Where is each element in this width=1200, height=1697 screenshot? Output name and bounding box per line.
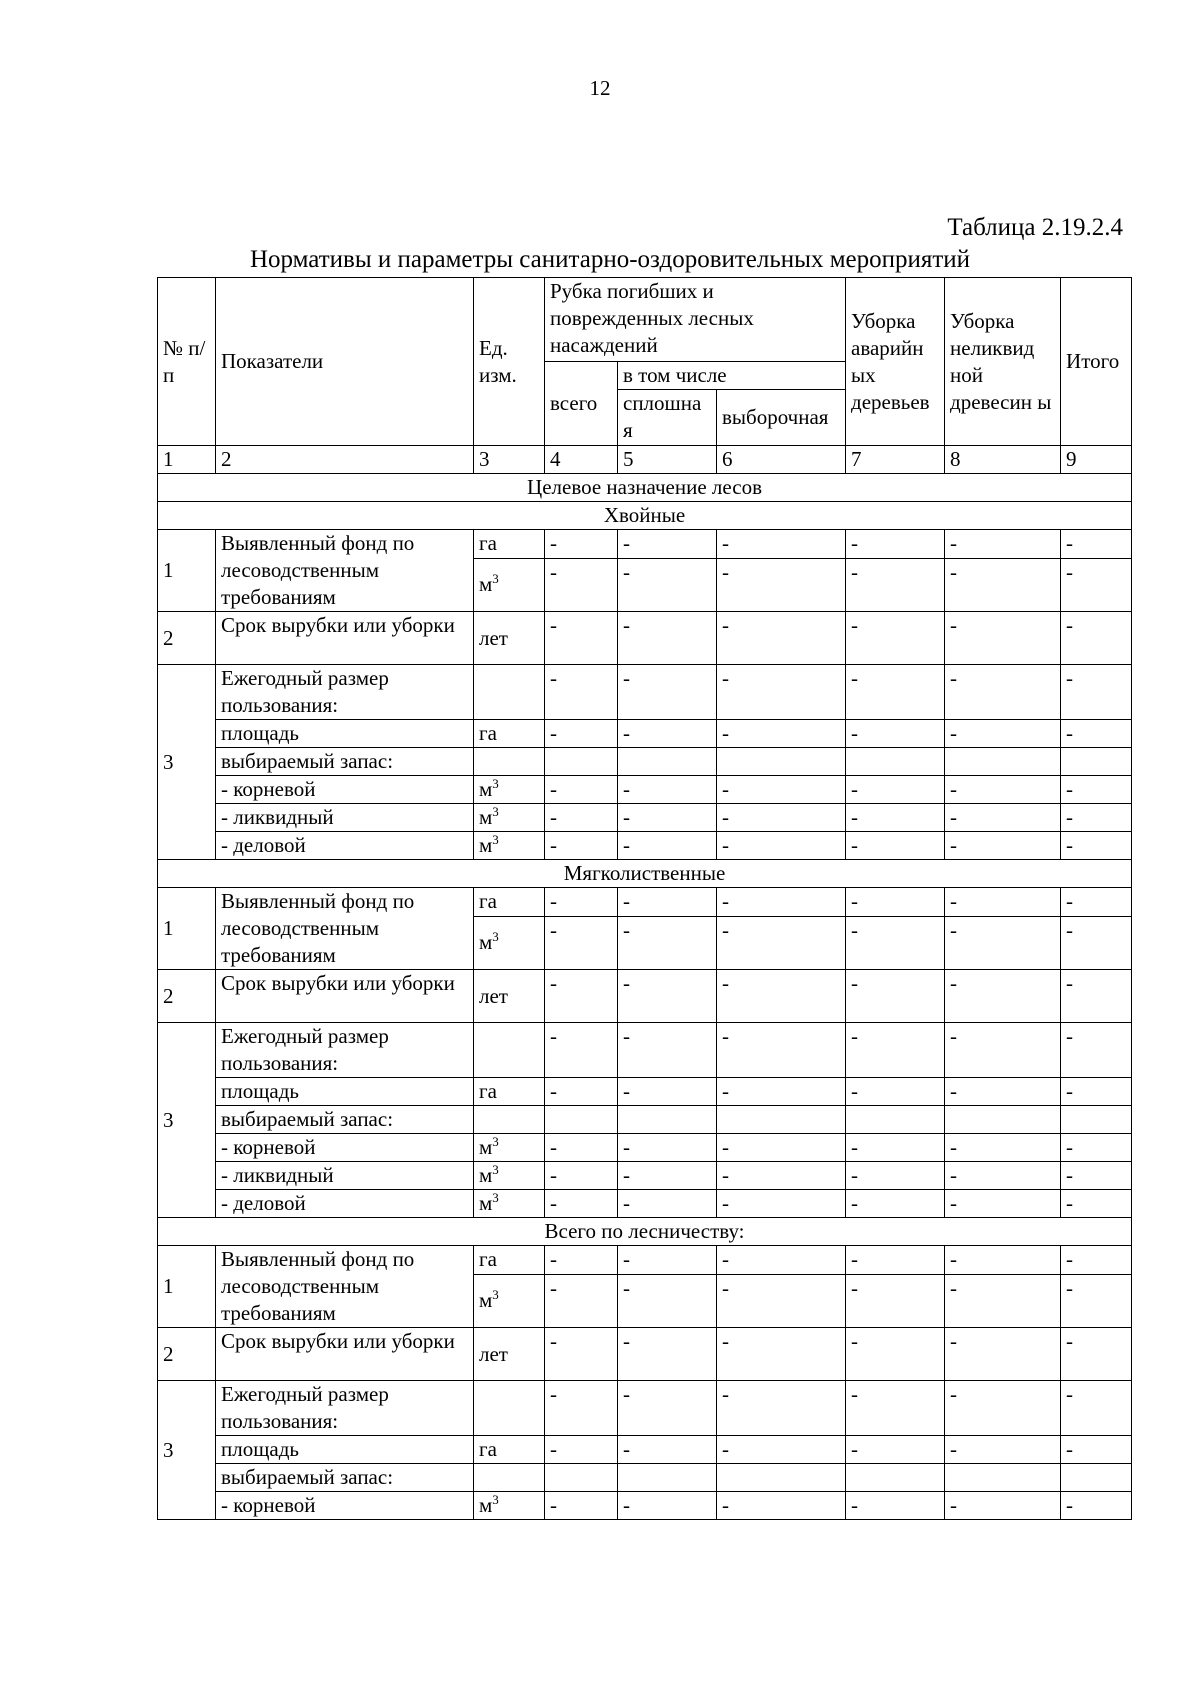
value-cell: - [618,888,717,917]
value-cell: - [717,776,846,804]
row-number: 3 [158,1023,216,1218]
unit-superscript: 3 [492,832,499,847]
value-cell: - [945,970,1061,1023]
row-number: 3 [158,1381,216,1520]
value-cell: - [545,1078,618,1106]
value-cell: - [618,1162,717,1190]
indicator-label: - корневой [216,776,474,804]
value-cell: - [545,665,618,720]
indicator-label: Выявленный фонд по лесоводственным требованиям [216,1246,474,1328]
table-row [158,1218,1132,1246]
unit-cubic-meter [474,916,545,969]
unit-base: м [479,1191,493,1215]
indicator-label: Ежегодный размер пользования: [216,1381,474,1436]
table-row [158,1190,1132,1218]
indicator-label: выбираемый запас: [216,1464,474,1492]
value-cell: - [945,1492,1061,1520]
unit-cell: га [474,720,545,748]
column-number: 5 [618,446,717,474]
empty-cell [846,1106,945,1134]
value-cell: - [1061,612,1132,665]
value-cell: - [545,1328,618,1381]
value-cell: - [945,916,1061,969]
header-felling: Рубка погибших и поврежденных лесных насаждений [545,278,846,362]
value-cell: - [545,916,618,969]
value-cell: - [1061,804,1132,832]
value-cell: - [846,1078,945,1106]
unit-superscript: 3 [492,929,499,945]
value-cell: - [717,1436,846,1464]
unit-superscript: 3 [492,1492,499,1507]
empty-cell [545,1106,618,1134]
table-label: Таблица 2.19.2.4 [947,214,1123,241]
value-cell: - [545,804,618,832]
value-cell: - [945,832,1061,860]
indicator-label: - корневой [216,1492,474,1520]
value-cell: - [717,530,846,559]
value-cell: - [846,1274,945,1327]
unit-cubic-meter [474,776,545,804]
header-emergency: Уборка аварийн ых деревьев [846,278,945,446]
unit-superscript: 3 [492,1162,499,1177]
value-cell: - [618,720,717,748]
value-cell: - [945,530,1061,559]
value-cell: - [945,1328,1061,1381]
unit-cubic-meter [474,832,545,860]
unit-cubic-meter [474,804,545,832]
value-cell: - [846,888,945,917]
value-cell: - [945,665,1061,720]
empty-cell [717,1464,846,1492]
section-title: Хвойные [158,502,1132,530]
column-number: 2 [216,446,474,474]
value-cell: - [846,1190,945,1218]
value-cell: - [717,665,846,720]
value-cell: - [545,832,618,860]
empty-cell [545,748,618,776]
value-cell: - [846,832,945,860]
empty-cell [618,1106,717,1134]
value-cell: - [717,1023,846,1078]
unit-cubic-meter [474,1162,545,1190]
value-cell: - [618,1328,717,1381]
value-cell: - [545,970,618,1023]
column-number: 9 [1061,446,1132,474]
row-number: 1 [158,888,216,970]
forest-measures-table [157,277,1132,1520]
header-unit: Ед. изм. [474,278,545,446]
value-cell: - [1061,1162,1132,1190]
indicator-label: Срок вырубки или уборки [216,970,474,1023]
row-number: 2 [158,1328,216,1381]
value-cell: - [846,612,945,665]
value-cell: - [945,1436,1061,1464]
value-cell: - [846,1134,945,1162]
unit-cell: лет [474,1328,545,1381]
value-cell: - [717,916,846,969]
unit-base: м [479,930,493,955]
table-row [158,502,1132,530]
header-total: всего [545,362,618,446]
value-cell: - [545,612,618,665]
value-cell: - [717,804,846,832]
value-cell: - [618,530,717,559]
unit-cell: га [474,1078,545,1106]
table-row [158,748,1132,776]
value-cell: - [1061,558,1132,611]
indicator-label: Выявленный фонд по лесоводственным требованиям [216,888,474,970]
value-cell: - [618,832,717,860]
unit-superscript: 3 [492,804,499,819]
value-cell: - [717,832,846,860]
unit-cell: га [474,888,545,917]
column-number: 3 [474,446,545,474]
header-num: № п/п [158,278,216,446]
value-cell: - [846,1436,945,1464]
value-cell: - [545,720,618,748]
indicator-label: площадь [216,1078,474,1106]
header-indicators: Показатели [216,278,474,446]
value-cell: - [545,558,618,611]
table-row [158,1246,1132,1275]
unit-cubic-meter [474,1274,545,1327]
value-cell: - [545,1023,618,1078]
row-number: 2 [158,970,216,1023]
value-cell: - [846,1023,945,1078]
value-cell: - [945,888,1061,917]
table-row [158,1492,1132,1520]
value-cell: - [717,1328,846,1381]
value-cell: - [846,1492,945,1520]
unit-base: м [479,1493,493,1517]
value-cell: - [545,776,618,804]
value-cell: - [618,970,717,1023]
header-sum: Итого [1061,278,1132,446]
empty-cell [474,748,545,776]
value-cell: - [618,558,717,611]
unit-base: м [479,572,493,597]
value-cell: - [618,1246,717,1275]
column-number: 7 [846,446,945,474]
table-row [158,970,1132,1023]
indicator-label: - корневой [216,1134,474,1162]
indicator-label: - деловой [216,1190,474,1218]
value-cell: - [1061,776,1132,804]
value-cell: - [1061,1190,1132,1218]
empty-cell [846,748,945,776]
value-cell: - [846,970,945,1023]
value-cell: - [618,1134,717,1162]
value-cell: - [717,1162,846,1190]
unit-cell: га [474,1246,545,1275]
table-row [158,1464,1132,1492]
indicator-label: выбираемый запас: [216,1106,474,1134]
value-cell: - [945,1381,1061,1436]
value-cell: - [717,612,846,665]
value-cell: - [1061,970,1132,1023]
row-number: 3 [158,665,216,860]
empty-cell [717,748,846,776]
value-cell: - [846,720,945,748]
value-cell: - [618,1436,717,1464]
value-cell: - [945,1162,1061,1190]
indicator-label: - ликвидный [216,804,474,832]
value-cell: - [945,1023,1061,1078]
empty-cell [618,748,717,776]
value-cell: - [945,1134,1061,1162]
value-cell: - [618,665,717,720]
value-cell: - [717,970,846,1023]
indicator-label: - ликвидный [216,1162,474,1190]
table-row [158,888,1132,917]
header-clear: сплошна я [618,390,717,446]
value-cell: - [717,1078,846,1106]
value-cell: - [945,1078,1061,1106]
column-number: 1 [158,446,216,474]
table-row [158,804,1132,832]
unit-cubic-meter [474,1190,545,1218]
value-cell: - [1061,888,1132,917]
empty-cell [945,1106,1061,1134]
value-cell: - [545,1436,618,1464]
empty-cell [1061,1464,1132,1492]
header-including: в том числе [618,362,846,390]
unit-superscript: 3 [492,571,499,587]
value-cell: - [1061,1246,1132,1275]
table-row [158,1436,1132,1464]
value-cell: - [545,1381,618,1436]
value-cell: - [846,665,945,720]
value-cell: - [945,804,1061,832]
table-row [158,1023,1132,1078]
unit-base: м [479,833,493,857]
unit-superscript: 3 [492,1287,499,1303]
value-cell: - [945,1246,1061,1275]
section-title: Всего по лесничеству: [158,1218,1132,1246]
value-cell: - [545,1134,618,1162]
table-row [158,1106,1132,1134]
unit-superscript: 3 [492,1190,499,1205]
empty-cell [474,1464,545,1492]
value-cell: - [1061,1274,1132,1327]
row-number: 1 [158,530,216,612]
unit-base: м [479,1288,493,1313]
unit-cell: га [474,530,545,559]
value-cell: - [618,612,717,665]
empty-cell [474,1023,545,1078]
value-cell: - [717,888,846,917]
value-cell: - [618,1274,717,1327]
value-cell: - [618,804,717,832]
value-cell: - [618,1190,717,1218]
value-cell: - [846,1328,945,1381]
value-cell: - [618,1078,717,1106]
value-cell: - [545,530,618,559]
page-number: 12 [589,76,611,100]
table-row [158,860,1132,888]
row-number: 2 [158,612,216,665]
purpose-title: Целевое назначение лесов [158,474,1132,502]
value-cell: - [717,1274,846,1327]
empty-cell [618,1464,717,1492]
value-cell: - [846,1381,945,1436]
value-cell: - [1061,1381,1132,1436]
value-cell: - [545,888,618,917]
value-cell: - [1061,1023,1132,1078]
column-number: 8 [945,446,1061,474]
indicator-label: - деловой [216,832,474,860]
indicator-label: Срок вырубки или уборки [216,1328,474,1381]
unit-cubic-meter [474,1492,545,1520]
value-cell: - [545,1190,618,1218]
value-cell: - [618,916,717,969]
value-cell: - [545,1492,618,1520]
empty-cell [474,665,545,720]
table-row [158,720,1132,748]
value-cell: - [1061,1328,1132,1381]
value-cell: - [717,558,846,611]
header-selective: выборочная [717,390,846,446]
value-cell: - [846,916,945,969]
unit-base: м [479,777,493,801]
empty-cell [945,1464,1061,1492]
value-cell: - [717,1190,846,1218]
indicator-label: площадь [216,720,474,748]
value-cell: - [945,612,1061,665]
table-caption: Нормативы и параметры санитарно-оздоровительных мероприятий [249,246,971,273]
indicator-label: Выявленный фонд по лесоводственным требованиям [216,530,474,612]
value-cell: - [717,1492,846,1520]
unit-superscript: 3 [492,1134,499,1149]
section-title: Мягколиственные [158,860,1132,888]
empty-cell [474,1381,545,1436]
value-cell: - [1061,1436,1132,1464]
empty-cell [545,1464,618,1492]
value-cell: - [846,558,945,611]
indicator-label: Ежегодный размер пользования: [216,1023,474,1078]
table-row [158,665,1132,720]
table-row [158,1134,1132,1162]
value-cell: - [618,1492,717,1520]
indicator-label: площадь [216,1436,474,1464]
table-row [158,1162,1132,1190]
value-cell: - [945,558,1061,611]
empty-cell [945,748,1061,776]
value-cell: - [846,804,945,832]
value-cell: - [1061,1492,1132,1520]
value-cell: - [846,1246,945,1275]
value-cell: - [717,1381,846,1436]
value-cell: - [618,776,717,804]
value-cell: - [1061,916,1132,969]
value-cell: - [717,1246,846,1275]
table-row [158,612,1132,665]
table-row [158,832,1132,860]
value-cell: - [1061,665,1132,720]
empty-cell [1061,748,1132,776]
unit-base: м [479,1163,493,1187]
value-cell: - [945,1190,1061,1218]
indicator-label: выбираемый запас: [216,748,474,776]
unit-cell: лет [474,612,545,665]
table-row [158,1078,1132,1106]
value-cell: - [618,1381,717,1436]
value-cell: - [545,1162,618,1190]
value-cell: - [545,1274,618,1327]
value-cell: - [618,1023,717,1078]
column-number: 6 [717,446,846,474]
table-row [158,1328,1132,1381]
indicator-label: Срок вырубки или уборки [216,612,474,665]
unit-base: м [479,1135,493,1159]
unit-cubic-meter [474,1134,545,1162]
unit-cell: лет [474,970,545,1023]
value-cell: - [846,776,945,804]
indicator-label: Ежегодный размер пользования: [216,665,474,720]
value-cell: - [1061,530,1132,559]
value-cell: - [1061,1134,1132,1162]
row-number: 1 [158,1246,216,1328]
value-cell: - [945,776,1061,804]
empty-cell [474,1106,545,1134]
unit-base: м [479,805,493,829]
table-row [158,776,1132,804]
value-cell: - [1061,1078,1132,1106]
empty-cell [717,1106,846,1134]
empty-cell [1061,1106,1132,1134]
value-cell: - [717,720,846,748]
value-cell: - [846,1162,945,1190]
value-cell: - [1061,720,1132,748]
table-row [158,1381,1132,1436]
value-cell: - [717,1134,846,1162]
value-cell: - [945,1274,1061,1327]
value-cell: - [1061,832,1132,860]
unit-cubic-meter [474,558,545,611]
value-cell: - [945,720,1061,748]
value-cell: - [846,530,945,559]
column-number: 4 [545,446,618,474]
unit-cell: га [474,1436,545,1464]
unit-superscript: 3 [492,776,499,791]
table-row [158,530,1132,559]
value-cell: - [545,1246,618,1275]
header-illiquid: Уборка неликвид ной древесин ы [945,278,1061,446]
empty-cell [846,1464,945,1492]
